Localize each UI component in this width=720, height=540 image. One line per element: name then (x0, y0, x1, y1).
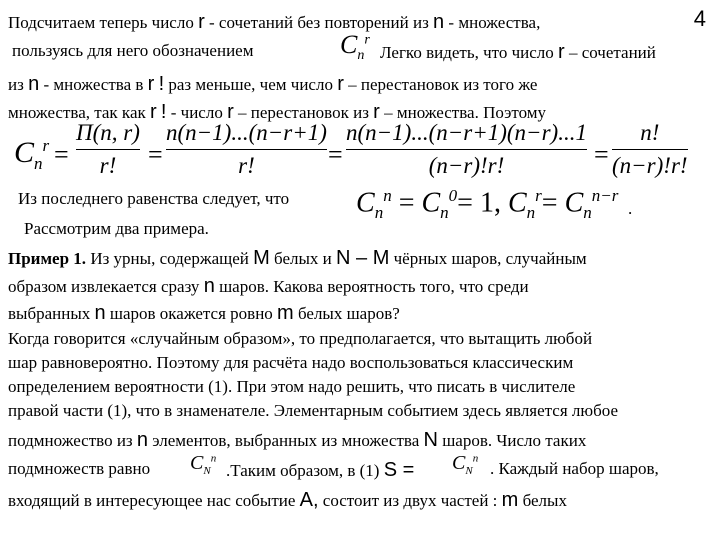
example-line-1 (8, 248, 587, 268)
text: Из урны, содержащей (90, 249, 249, 268)
text: - множества, (448, 13, 541, 32)
example-line-9c: . Каждый набор шаров, (490, 459, 659, 478)
text: Из последнего равенства следует, что (18, 189, 290, 208)
math-n: n (94, 302, 106, 324)
fraction-4 (612, 120, 688, 180)
text: - число (170, 103, 223, 122)
text: Рассмотрим два примера. (24, 219, 209, 238)
formula-c-n-r: $C_n^r$ (14, 136, 50, 173)
math-r: r (373, 101, 380, 123)
fraction-4-denominator: (n−r)!r! (612, 153, 688, 179)
fraction-1-denominator: r! (99, 153, 117, 179)
text: Подсчитаем теперь число (8, 13, 194, 32)
text: - сочетаний без повторений из (209, 13, 429, 32)
math-r: r (147, 73, 155, 95)
example-line-3 (8, 303, 400, 323)
math-factorial: ! (158, 73, 165, 95)
example-line-4: Когда говорится «случайным образом», то предполагается, что вытащить любой (8, 329, 593, 348)
text: .Таким образом, в (1) (226, 461, 380, 480)
fraction-bar (612, 149, 688, 150)
text: – перестановок из того же (348, 75, 538, 94)
math-n: n (136, 429, 149, 451)
fraction-2-numerator: n(n−1)...(n−r+1) (166, 120, 327, 145)
math-N: N (423, 429, 438, 451)
text: – перестановок из (238, 103, 369, 122)
text: белых (522, 491, 567, 510)
fraction-1-numerator: Π(n, r) (76, 120, 140, 145)
math-r: r (198, 11, 205, 33)
paragraph-2-line-2 (24, 220, 209, 237)
math-n: n (433, 11, 445, 33)
paragraph-line-1 (8, 12, 540, 32)
text: элементов, выбранных из множества (152, 431, 420, 450)
math-S: S = (383, 459, 415, 481)
identity-formula: $C_n^n = C_n^0= 1$, $C_n^r= C_n^{n-r}$ (356, 186, 619, 222)
text: входящий в интересующее нас событие (8, 491, 296, 510)
fraction-bar (166, 149, 327, 150)
math-M: M (253, 247, 270, 269)
math-m: m (277, 302, 294, 324)
fraction-2 (166, 120, 327, 180)
text: пользуясь для него обозначением (12, 41, 254, 60)
fraction-2-denominator: r! (238, 153, 255, 179)
example-line-9b (226, 460, 414, 480)
equals-one: = 1, (457, 187, 508, 219)
text: состоит из двух частей : (322, 491, 498, 510)
example-line-7: правой части (1), что в знаменателе. Элементарным событием здесь является любое (8, 401, 619, 420)
example-title: Пример 1. (8, 249, 87, 268)
text: раз меньше, чем число (168, 75, 333, 94)
text: – множества. Поэтому (384, 103, 547, 122)
text: – сочетаний (568, 43, 656, 62)
text: белых и (274, 249, 332, 268)
math-r: r (337, 73, 344, 95)
math-N-minus-M: N – M (336, 247, 390, 269)
fraction-bar (346, 149, 587, 150)
math-n: n (203, 275, 215, 297)
example-line-9a: подмножеств равно (8, 459, 151, 478)
equals-tail: = (541, 187, 565, 219)
fraction-3-denominator: (n−r)!r! (428, 153, 505, 179)
math-A: A, (299, 489, 319, 511)
equals-sign: = (148, 140, 163, 169)
text: шаров окажется ровно (109, 304, 273, 323)
equals-part: = (391, 187, 422, 219)
fraction-bar (76, 149, 140, 150)
example-line-10 (8, 490, 567, 510)
text: выбранных (8, 304, 91, 323)
text: шаров. Число таких (442, 431, 587, 450)
math-r: r (150, 101, 157, 123)
period: . (628, 199, 633, 218)
paragraph-line-2b (380, 42, 656, 62)
text: из (8, 75, 24, 94)
math-r: r (227, 101, 234, 123)
equals-sign: = (54, 140, 69, 169)
text: Легко видеть, что число (380, 43, 554, 62)
math-r: r (558, 41, 565, 63)
math-m: m (501, 489, 519, 511)
text: множества, так как (8, 103, 146, 122)
fraction-3-numerator: n(n−1)...(n−r+1)(n−r)...1 (346, 120, 587, 145)
paragraph-line-2 (12, 42, 253, 59)
text: образом извлекается сразу (8, 277, 200, 296)
equals-sign: = (594, 140, 609, 169)
text: шаров. Какова вероятность того, что среди (219, 277, 529, 296)
example-line-5: шар равновероятно. Поэтому для расчёта надо воспользоваться классическим (8, 353, 574, 372)
paragraph-2-line-1 (18, 190, 289, 207)
math-n: n (28, 73, 40, 95)
math-c-N-n: $C_N^n$ (452, 452, 479, 477)
example-line-2 (8, 276, 529, 296)
paragraph-line-3 (8, 74, 537, 94)
page-number: 4 (693, 6, 706, 31)
fraction-3 (346, 120, 587, 180)
math-factorial: ! (160, 101, 167, 123)
text: подмножество из (8, 431, 133, 450)
equals-sign: = (328, 140, 343, 169)
fraction-4-numerator: n! (640, 120, 660, 145)
text: - множества в (43, 75, 144, 94)
fraction-1 (76, 120, 140, 180)
example-line-8 (8, 430, 586, 450)
text: белых шаров? (297, 304, 400, 323)
math-c-N-n: $C_N^n$ (190, 452, 217, 477)
math-c-n-r: $C_n^r$ (340, 30, 370, 64)
example-line-6: определением вероятности (1). При этом надо решить, что писать в числителе (8, 377, 576, 396)
text: чёрных шаров, случайным (393, 249, 587, 268)
paragraph-line-4 (8, 102, 546, 122)
